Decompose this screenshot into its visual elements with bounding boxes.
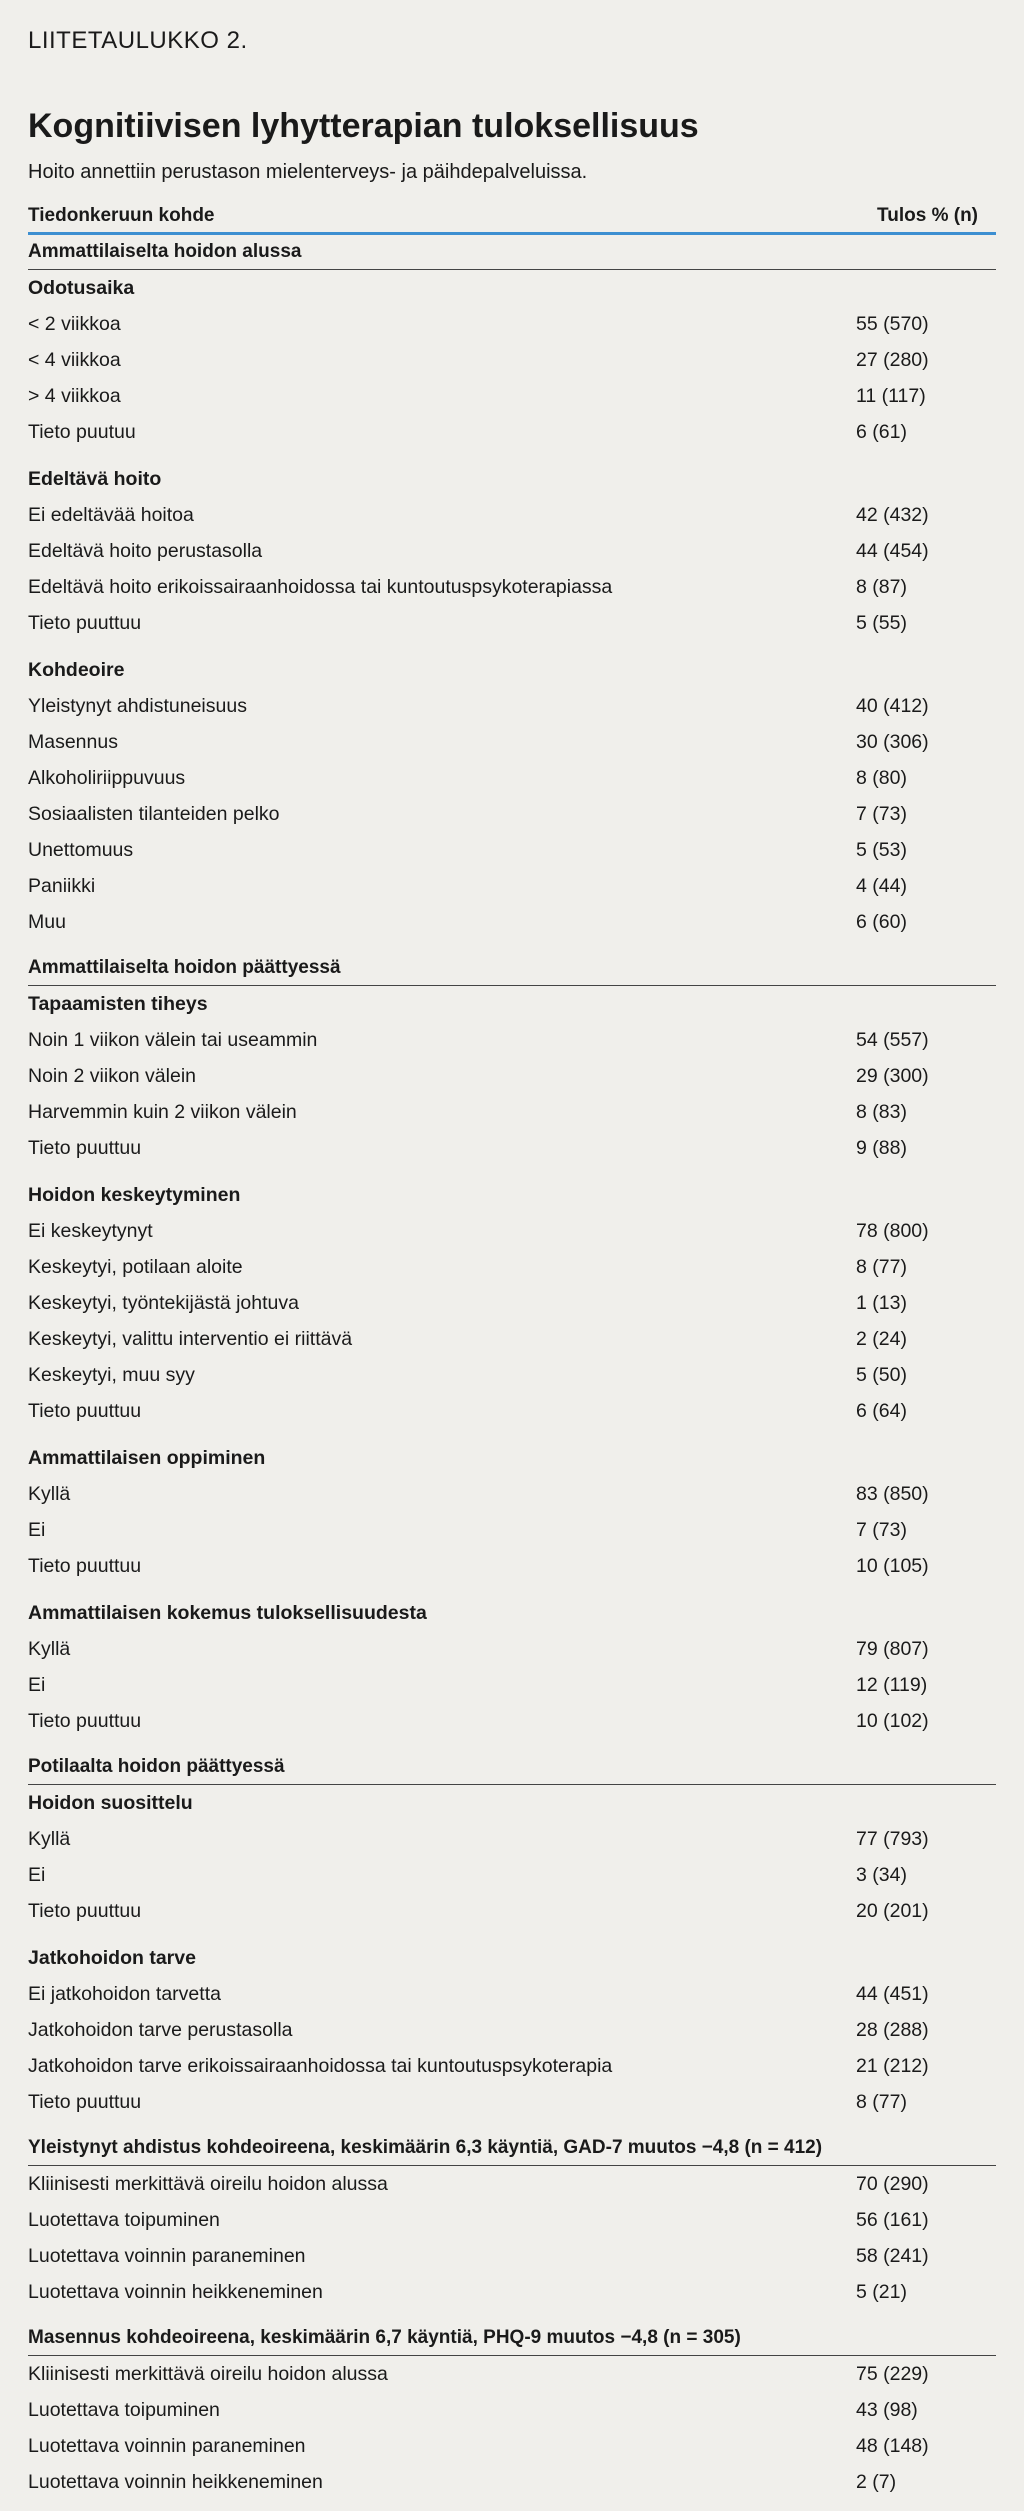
table-row bbox=[28, 378, 996, 414]
row-value: 43 (98) bbox=[856, 2399, 918, 2421]
row-value: 11 (117) bbox=[856, 385, 926, 407]
table-row bbox=[28, 306, 996, 342]
table-row bbox=[28, 1213, 996, 1249]
table-row bbox=[28, 2274, 996, 2310]
row-label: Paniikki bbox=[28, 875, 96, 897]
row-label: Tieto puuttuu bbox=[28, 2091, 142, 2113]
row-label: Kliinisesti merkittävä oireilu hoidon alussa bbox=[28, 2363, 388, 2385]
row-label: Kliinisesti merkittävä oireilu hoidon alussa bbox=[28, 2173, 388, 2195]
eyebrow-label: LIITETAULUKKO 2. bbox=[28, 27, 248, 54]
table-row bbox=[28, 796, 996, 832]
row-label: > 4 viikkoa bbox=[28, 385, 121, 407]
row-label: Sosiaalisten tilanteiden pelko bbox=[28, 803, 280, 825]
row-label: Kyllä bbox=[28, 1483, 71, 1505]
row-label: Ei bbox=[28, 1864, 46, 1886]
row-value: 30 (306) bbox=[856, 731, 929, 753]
row-label: Ei bbox=[28, 1519, 46, 1541]
row-label: Kyllä bbox=[28, 1638, 71, 1660]
section-spacer bbox=[28, 940, 996, 951]
row-value: 1 (13) bbox=[856, 1292, 907, 1314]
table-row bbox=[28, 1893, 996, 1929]
table-row bbox=[28, 904, 996, 940]
table-row bbox=[28, 1357, 996, 1393]
table-row bbox=[28, 1393, 996, 1429]
table-row bbox=[28, 760, 996, 796]
table-row bbox=[28, 1058, 996, 1094]
table-row bbox=[28, 2464, 996, 2500]
row-value: 6 (61) bbox=[856, 421, 907, 443]
row-value: 48 (148) bbox=[856, 2435, 929, 2457]
row-value: 5 (21) bbox=[856, 2281, 907, 2303]
row-label: Alkoholiriippuvuus bbox=[28, 767, 186, 789]
section-title: Yleistynyt ahdistus kohdeoireena, keskimäärin 6,3 käyntiä, GAD-7 muutos −4,8 (n = 412) bbox=[28, 2131, 996, 2166]
table-row bbox=[28, 832, 996, 868]
table-row bbox=[28, 2084, 996, 2120]
row-label: Ei jatkohoidon tarvetta bbox=[28, 1983, 221, 2005]
section-spacer bbox=[28, 1739, 996, 1750]
table-row bbox=[28, 2238, 996, 2274]
row-value: 7 (73) bbox=[856, 1519, 907, 1541]
row-value: 10 (105) bbox=[856, 1555, 929, 1577]
section-title: Masennus kohdeoireena, keskimäärin 6,7 käyntiä, PHQ-9 muutos −4,8 (n = 305) bbox=[28, 2321, 996, 2356]
table-row bbox=[28, 1094, 996, 1130]
table-row bbox=[28, 1130, 996, 1166]
row-label: < 2 viikkoa bbox=[28, 313, 121, 335]
header-value: Tulos % (n) bbox=[877, 205, 978, 226]
row-label: Jatkohoidon tarve perustasolla bbox=[28, 2019, 293, 2041]
row-label: Luotettava voinnin paraneminen bbox=[28, 2435, 306, 2457]
row-value: 9 (88) bbox=[856, 1137, 907, 1159]
table-row bbox=[28, 2356, 996, 2392]
row-value: 83 (850) bbox=[856, 1483, 929, 1505]
table-row bbox=[28, 868, 996, 904]
table-row bbox=[28, 1976, 996, 2012]
table-row bbox=[28, 1857, 996, 1893]
table-row bbox=[28, 2166, 996, 2202]
table-row bbox=[28, 1631, 996, 1667]
row-value: 2 (7) bbox=[856, 2471, 897, 2493]
section-spacer bbox=[28, 2120, 996, 2131]
row-label: Tieto puuttuu bbox=[28, 1900, 142, 1922]
table-row bbox=[28, 688, 996, 724]
table-row bbox=[28, 1512, 996, 1548]
row-label: Ei bbox=[28, 1674, 46, 1696]
table-row bbox=[28, 533, 996, 569]
table-row bbox=[28, 724, 996, 760]
row-value: 8 (87) bbox=[856, 576, 907, 598]
row-value: 5 (50) bbox=[856, 1364, 907, 1386]
row-value: 6 (60) bbox=[856, 911, 907, 933]
row-label: Keskeytyi, valittu interventio ei riittävä bbox=[28, 1328, 353, 1350]
section-title: Ammattilaiselta hoidon alussa bbox=[28, 235, 996, 270]
row-value: 3 (34) bbox=[856, 1864, 907, 1886]
row-label: Masennus bbox=[28, 731, 118, 753]
row-label: Muu bbox=[28, 911, 66, 933]
row-label: Noin 1 viikon välein tai useammin bbox=[28, 1029, 318, 1051]
section-title: Ammattilaiselta hoidon päättyessä bbox=[28, 951, 996, 986]
header-label: Tiedonkeruun kohde bbox=[28, 205, 215, 226]
table-row bbox=[28, 1821, 996, 1857]
row-value: 78 (800) bbox=[856, 1220, 929, 1242]
table-row bbox=[28, 1249, 996, 1285]
row-label: Tieto puuttuu bbox=[28, 1400, 142, 1422]
row-value: 2 (24) bbox=[856, 1328, 907, 1350]
row-label: Keskeytyi, muu syy bbox=[28, 1364, 195, 1386]
row-value: 4 (44) bbox=[856, 875, 907, 897]
table-row bbox=[28, 1667, 996, 1703]
row-value: 7 (73) bbox=[856, 803, 907, 825]
row-label: Ei edeltävää hoitoa bbox=[28, 504, 194, 526]
row-label: Luotettava toipuminen bbox=[28, 2399, 220, 2421]
row-label: Kyllä bbox=[28, 1828, 71, 1850]
table-header bbox=[28, 199, 996, 235]
group-title: Ammattilaisen kokemus tuloksellisuudesta bbox=[28, 1602, 427, 1624]
table-row bbox=[28, 605, 996, 641]
group-title: Edeltävä hoito bbox=[28, 468, 162, 490]
row-label: < 4 viikkoa bbox=[28, 349, 121, 371]
group-title: Hoidon keskeytyminen bbox=[28, 1184, 241, 1206]
results-table bbox=[28, 199, 996, 2500]
row-value: 10 (102) bbox=[856, 1710, 929, 1732]
row-label: Keskeytyi, työntekijästä johtuva bbox=[28, 1292, 299, 1314]
row-value: 58 (241) bbox=[856, 2245, 929, 2267]
row-label: Luotettava voinnin heikkeneminen bbox=[28, 2281, 323, 2303]
row-value: 40 (412) bbox=[856, 695, 929, 717]
row-value: 8 (83) bbox=[856, 1101, 907, 1123]
row-label: Keskeytyi, potilaan aloite bbox=[28, 1256, 243, 1278]
table-row bbox=[28, 1476, 996, 1512]
row-label: Luotettava voinnin paraneminen bbox=[28, 2245, 306, 2267]
row-label: Tieto puuttuu bbox=[28, 1555, 142, 1577]
page-subtitle: Hoito annettiin perustason mielenterveys- ja päihdepalveluissa. bbox=[28, 161, 588, 183]
group-title: Hoidon suosittelu bbox=[28, 1792, 193, 1814]
row-label: Edeltävä hoito perustasolla bbox=[28, 540, 263, 562]
row-value: 12 (119) bbox=[856, 1674, 928, 1696]
group-title: Kohdeoire bbox=[28, 659, 125, 681]
row-value: 77 (793) bbox=[856, 1828, 929, 1850]
row-value: 54 (557) bbox=[856, 1029, 929, 1051]
row-value: 8 (77) bbox=[856, 2091, 907, 2113]
row-value: 56 (161) bbox=[856, 2209, 929, 2231]
row-label: Yleistynyt ahdistuneisuus bbox=[28, 695, 247, 717]
table-row bbox=[28, 342, 996, 378]
row-value: 79 (807) bbox=[856, 1638, 929, 1660]
row-value: 44 (451) bbox=[856, 1983, 929, 2005]
row-label: Noin 2 viikon välein bbox=[28, 1065, 197, 1087]
row-value: 5 (53) bbox=[856, 839, 907, 861]
table-row bbox=[28, 1548, 996, 1584]
table-row bbox=[28, 569, 996, 605]
row-value: 28 (288) bbox=[856, 2019, 929, 2041]
row-value: 70 (290) bbox=[856, 2173, 929, 2195]
row-value: 8 (80) bbox=[856, 767, 907, 789]
table-row bbox=[28, 2428, 996, 2464]
table-row bbox=[28, 2012, 996, 2048]
row-value: 5 (55) bbox=[856, 612, 907, 634]
group-title: Ammattilaisen oppiminen bbox=[28, 1447, 266, 1469]
table-row bbox=[28, 1022, 996, 1058]
table-row bbox=[28, 2202, 996, 2238]
table-row bbox=[28, 497, 996, 533]
row-value: 20 (201) bbox=[856, 1900, 929, 1922]
row-label: Tieto puuttuu bbox=[28, 1710, 142, 1732]
group-title: Jatkohoidon tarve bbox=[28, 1947, 196, 1969]
row-value: 44 (454) bbox=[856, 540, 929, 562]
row-label: Luotettava toipuminen bbox=[28, 2209, 220, 2231]
row-label: Tieto puutuu bbox=[28, 421, 136, 443]
table-row bbox=[28, 2392, 996, 2428]
section-title: Potilaalta hoidon päättyessä bbox=[28, 1750, 996, 1785]
table-body bbox=[28, 235, 996, 2500]
table-row bbox=[28, 1285, 996, 1321]
row-label: Luotettava voinnin heikkeneminen bbox=[28, 2471, 323, 2493]
table-row bbox=[28, 1703, 996, 1739]
row-label: Tieto puuttuu bbox=[28, 1137, 142, 1159]
row-value: 8 (77) bbox=[856, 1256, 907, 1278]
table-row bbox=[28, 2048, 996, 2084]
page-title: Kognitiivisen lyhytterapian tuloksellisuus bbox=[28, 107, 699, 145]
row-label: Edeltävä hoito erikoissairaanhoidossa tai kuntoutuspsykoterapiassa bbox=[28, 576, 613, 598]
row-label: Tieto puuttuu bbox=[28, 612, 142, 634]
row-value: 21 (212) bbox=[856, 2055, 929, 2077]
row-label: Unettomuus bbox=[28, 839, 134, 861]
row-label: Ei keskeytynyt bbox=[28, 1220, 153, 1242]
row-label: Harvemmin kuin 2 viikon välein bbox=[28, 1101, 297, 1123]
row-value: 6 (64) bbox=[856, 1400, 907, 1422]
row-label: Jatkohoidon tarve erikoissairaanhoidossa tai kuntoutuspsykoterapia bbox=[28, 2055, 613, 2077]
section-spacer bbox=[28, 2310, 996, 2321]
table-row bbox=[28, 1321, 996, 1357]
row-value: 29 (300) bbox=[856, 1065, 929, 1087]
group-title: Tapaamisten tiheys bbox=[28, 993, 208, 1015]
row-value: 42 (432) bbox=[856, 504, 929, 526]
row-value: 75 (229) bbox=[856, 2363, 929, 2385]
table-row bbox=[28, 414, 996, 450]
row-value: 27 (280) bbox=[856, 349, 929, 371]
row-value: 55 (570) bbox=[856, 313, 929, 335]
group-title: Odotusaika bbox=[28, 277, 135, 299]
